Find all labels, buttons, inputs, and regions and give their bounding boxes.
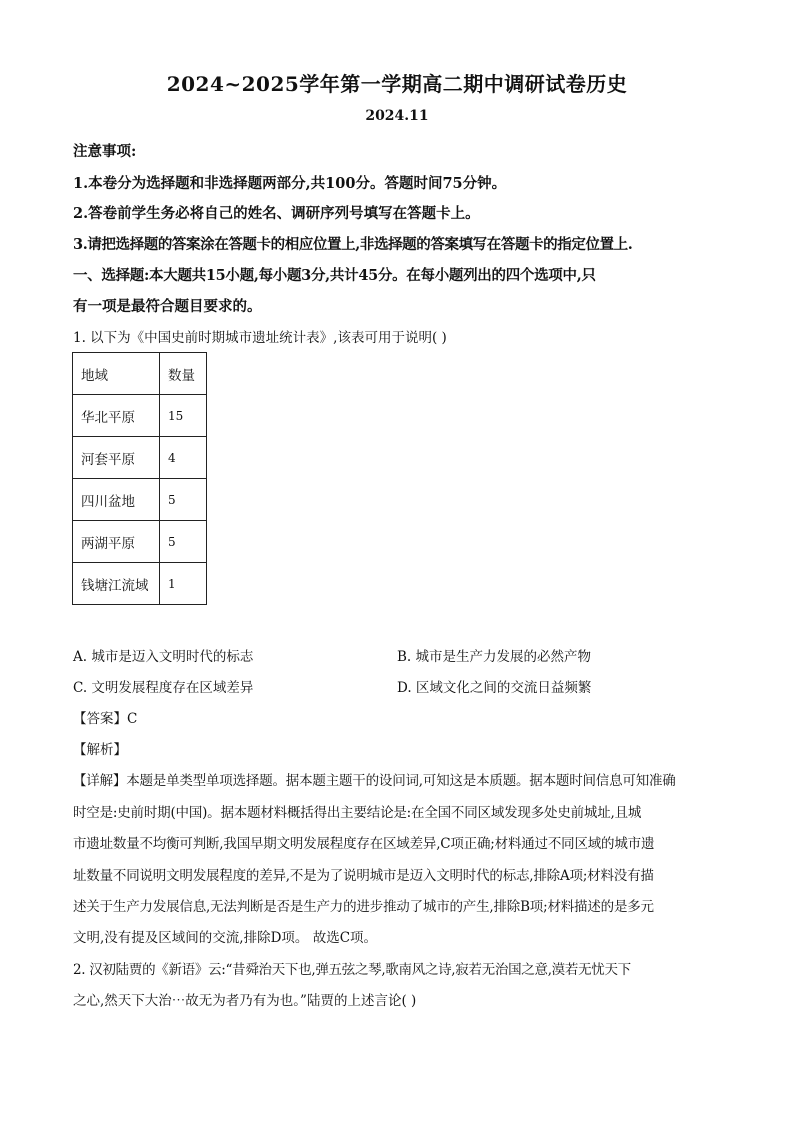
detail-line-2: 时空是:史前时期(中国)。据本题材料概括得出主要结论是:在全国不同区域发现多处史前城址,且城 — [73, 805, 642, 821]
page-title: 2024~2025学年第一学期高二期中调研试卷历史 — [166, 72, 628, 96]
option-b: B. 城市是生产力发展的必然产物 — [397, 649, 592, 665]
table-cell-region: 华北平原 — [73, 395, 160, 437]
answer-label: 【答案】C — [73, 711, 138, 727]
detail-line-4: 址数量不同说明文明发展程度的差异,不是为了说明城市是迈入文明时代的标志,排除A项;材料没有描 — [73, 868, 654, 884]
section-heading-line2: 有一项是最符合题目要求的。 — [73, 298, 262, 315]
section-heading-line1: 一、选择题:本大题共15小题,每小题3分,共计45分。在每小题列出的四个选项中,只 — [73, 267, 596, 284]
notice-heading: 注意事项: — [73, 143, 137, 160]
notice-item-2: 2.答卷前学生务必将自己的姓名、调研序列号填写在答题卡上。 — [73, 205, 480, 222]
detail-line-5: 述关于生产力发展信息,无法判断是否是生产力的进步推动了城市的产生,排除B项;材料描述的是多元 — [73, 899, 654, 915]
table-cell-count: 5 — [160, 479, 207, 521]
exam-date: 2024.11 — [365, 108, 429, 124]
table-row — [73, 395, 207, 437]
table-cell-region: 四川盆地 — [73, 479, 160, 521]
table-row — [73, 479, 207, 521]
notice-item-1: 1.本卷分为选择题和非选择题两部分,共100分。答题时间75分钟。 — [73, 175, 507, 192]
notice-item-3: 3.请把选择题的答案涂在答题卡的相应位置上,非选择题的答案填写在答题卡的指定位置上. — [73, 236, 633, 253]
option-d: D. 区域文化之间的交流日益频繁 — [397, 680, 592, 696]
table-header-row — [73, 353, 207, 395]
table-cell-count: 5 — [160, 521, 207, 563]
table-header-count: 数量 — [160, 353, 207, 395]
option-a: A. 城市是迈入文明时代的标志 — [73, 649, 254, 665]
detail-line-3: 市遗址数量不均衡可判断,我国早期文明发展程度存在区域差异,C项正确;材料通过不同区域的城市遗 — [73, 836, 655, 852]
table-cell-count: 4 — [160, 437, 207, 479]
table-cell-region: 河套平原 — [73, 437, 160, 479]
table-cell-count: 15 — [160, 395, 207, 437]
table-cell-count: 1 — [160, 563, 207, 605]
table-cell-region: 钱塘江流域 — [73, 563, 160, 605]
question-2-line-2: 之心,然天下大治⋯故无为者乃有为也。”陆贾的上述言论( ) — [73, 993, 417, 1009]
table-cell-region: 两湖平原 — [73, 521, 160, 563]
table-row — [73, 521, 207, 563]
analysis-label: 【解析】 — [73, 742, 127, 758]
question-1-stem: 1. 以下为《中国史前时期城市遗址统计表》,该表可用于说明( ) — [73, 330, 447, 346]
table-row — [73, 563, 207, 605]
detail-line-1: 【详解】本题是单类型单项选择题。据本题主题干的设问词,可知这是本质题。据本题时间信息可知准确 — [73, 773, 676, 789]
detail-line-6: 文明,没有提及区域间的交流,排除D项。 故选C项。 — [73, 930, 378, 946]
table-header-region: 地域 — [73, 353, 160, 395]
question-2-line-1: 2. 汉初陆贾的《新语》云:“昔舜治天下也,弹五弦之琴,歌南风之诗,寂若无治国之意,漠若无忧天下 — [73, 962, 631, 978]
option-c: C. 文明发展程度存在区域差异 — [73, 680, 254, 696]
table-row — [73, 437, 207, 479]
city-sites-table — [72, 352, 207, 605]
